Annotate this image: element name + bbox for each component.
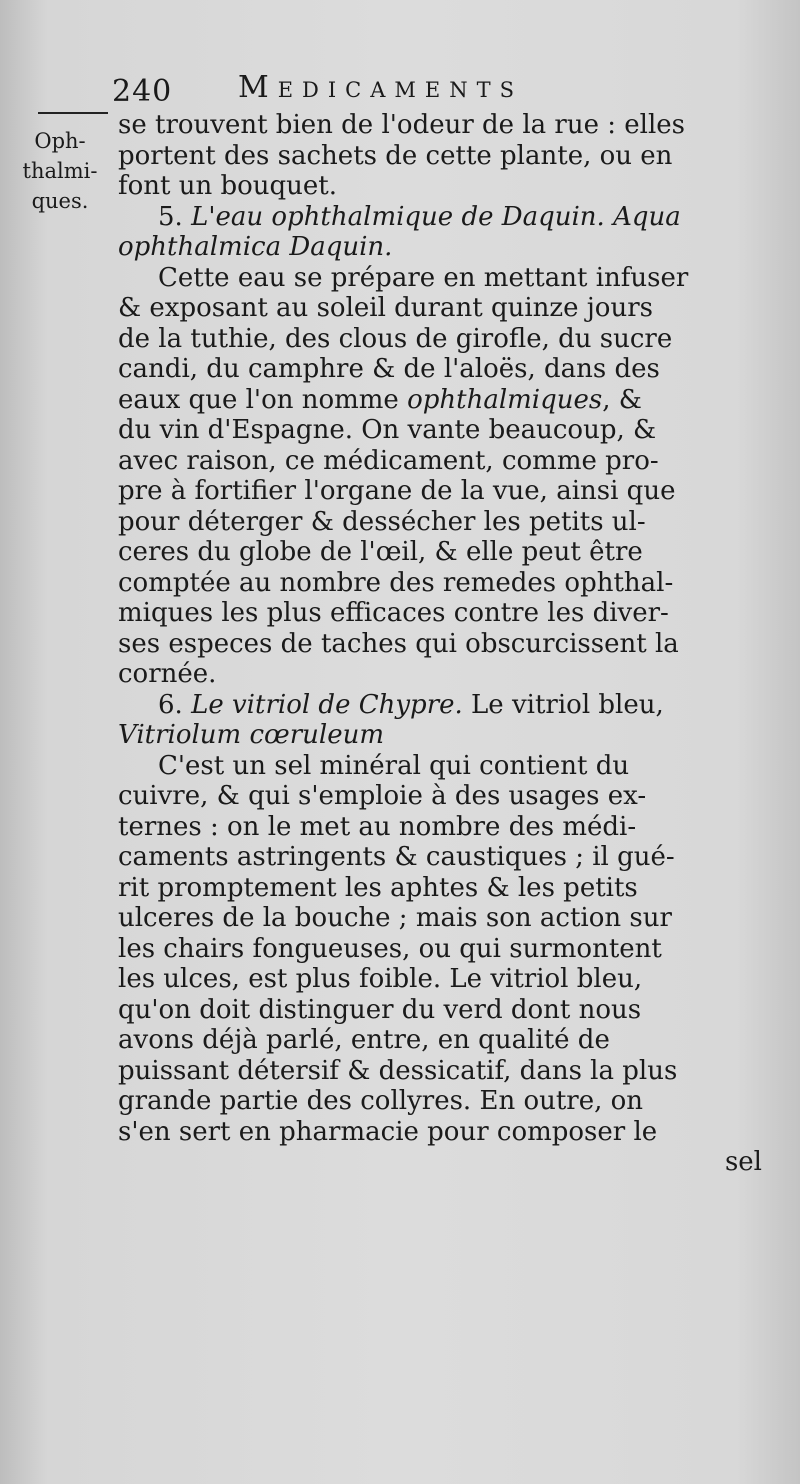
text-line [118, 385, 762, 416]
body-text [118, 110, 762, 1178]
text-line [118, 1147, 762, 1178]
text-segment: & exposant au soleil durant quinze jours [118, 293, 653, 323]
text-line [118, 232, 762, 263]
text-line [118, 1025, 762, 1056]
text-line [118, 110, 762, 141]
margin-note-line: thalmi- [22, 159, 98, 183]
text-segment: s'en sert en pharmacie pour composer le [118, 1116, 658, 1147]
text-segment: avec raison, ce médicament, comme pro- [118, 445, 659, 476]
text-segment: C'est un sel minéral qui contient du [158, 750, 630, 781]
text-segment: sel [724, 1147, 762, 1177]
text-line [118, 903, 762, 934]
text-line [118, 964, 762, 995]
text-segment: ulceres de la bouche ; mais son action sur [118, 903, 672, 933]
text-segment: de la tuthie, des clous de girofle, du sucre [118, 323, 673, 354]
text-segment: 5. [158, 201, 192, 232]
text-line [118, 446, 762, 477]
text-line [118, 1056, 762, 1087]
text-segment: Le vitriol bleu, [462, 689, 664, 720]
text-segment: pour déterger & dessécher les petits ul- [118, 506, 646, 537]
text-line [118, 598, 762, 629]
text-segment: , & [602, 384, 642, 415]
text-line [118, 720, 762, 751]
text-line [118, 171, 762, 202]
text-segment: caments astringents & caustiques ; il gué- [118, 842, 675, 872]
text-segment: se trouvent bien de l'odeur de la rue : elles [118, 110, 686, 140]
text-line [118, 934, 762, 965]
text-segment: puissant détersif & dessicatif, dans la plus [118, 1055, 678, 1086]
margin-note-line: Oph- [34, 129, 86, 153]
text-line [118, 812, 762, 843]
text-segment: eaux que l'on nomme [118, 384, 408, 415]
text-line [118, 476, 762, 507]
text-segment: qu'on doit distinguer du verd dont nous [118, 994, 642, 1025]
margin-rule [38, 112, 108, 114]
italic-segment: Le vitriol de Chypre. [191, 689, 463, 720]
margin-note-line: ques. [31, 189, 89, 213]
text-line [118, 995, 762, 1026]
text-line [118, 202, 762, 233]
text-segment: cornée. [118, 659, 217, 689]
text-line [118, 629, 762, 660]
text-line [118, 537, 762, 568]
text-segment: pre à fortifier l'organe de la vue, ainsi que [118, 476, 676, 506]
text-line [118, 324, 762, 355]
text-segment: candi, du camphre & de l'aloës, dans des [118, 354, 660, 384]
running-title: Medicaments [238, 70, 524, 105]
text-segment: ternes : on le met au nombre des médi- [118, 811, 637, 842]
text-segment: les ulces, est plus foible. Le vitriol bleu, [118, 964, 643, 994]
text-segment: avons déjà parlé, entre, en qualité de [118, 1025, 610, 1055]
text-line [118, 842, 762, 873]
text-line [118, 415, 762, 446]
italic-segment: ophthalmica Daquin. [118, 232, 393, 262]
text-line [118, 354, 762, 385]
text-segment: du vin d'Espagne. On vante beaucoup, & [118, 415, 657, 445]
text-line [118, 263, 762, 294]
text-segment: miques les plus efficaces contre les diver- [118, 598, 669, 628]
text-segment: font un bouquet. [118, 171, 338, 201]
text-segment: grande partie des collyres. En outre, on [118, 1086, 644, 1116]
italic-segment: Vitriolum cœruleum [118, 720, 385, 750]
text-segment: les chairs fongueuses, ou qui surmontent [118, 933, 662, 964]
text-segment: ceres du globe de l'œil, & elle peut être [118, 537, 643, 567]
text-line [118, 1117, 762, 1148]
text-line [118, 659, 762, 690]
text-line [118, 141, 762, 172]
text-segment: ses especes de taches qui obscurcissent la [118, 628, 679, 659]
margin-note [8, 126, 112, 216]
text-segment: cuivre, & qui s'emploie à des usages ex- [118, 781, 647, 811]
text-line [118, 1086, 762, 1117]
text-line [118, 293, 762, 324]
italic-segment: L'eau ophthalmique de Daquin. Aqua [191, 201, 681, 232]
text-segment: 6. [158, 689, 192, 720]
text-line [118, 507, 762, 538]
text-line [118, 568, 762, 599]
page-number: 240 [112, 74, 173, 109]
text-line [118, 751, 762, 782]
text-segment: rit promptement les aphtes & les petits [118, 872, 638, 903]
text-segment: portent des sachets de cette plante, ou en [118, 140, 673, 171]
text-line [118, 873, 762, 904]
text-segment: Cette eau se prépare en mettant infuser [158, 262, 689, 293]
text-line [118, 781, 762, 812]
text-line [118, 690, 762, 721]
text-segment: comptée au nombre des remedes ophthal- [118, 567, 674, 598]
italic-segment: ophthalmiques [407, 384, 603, 415]
